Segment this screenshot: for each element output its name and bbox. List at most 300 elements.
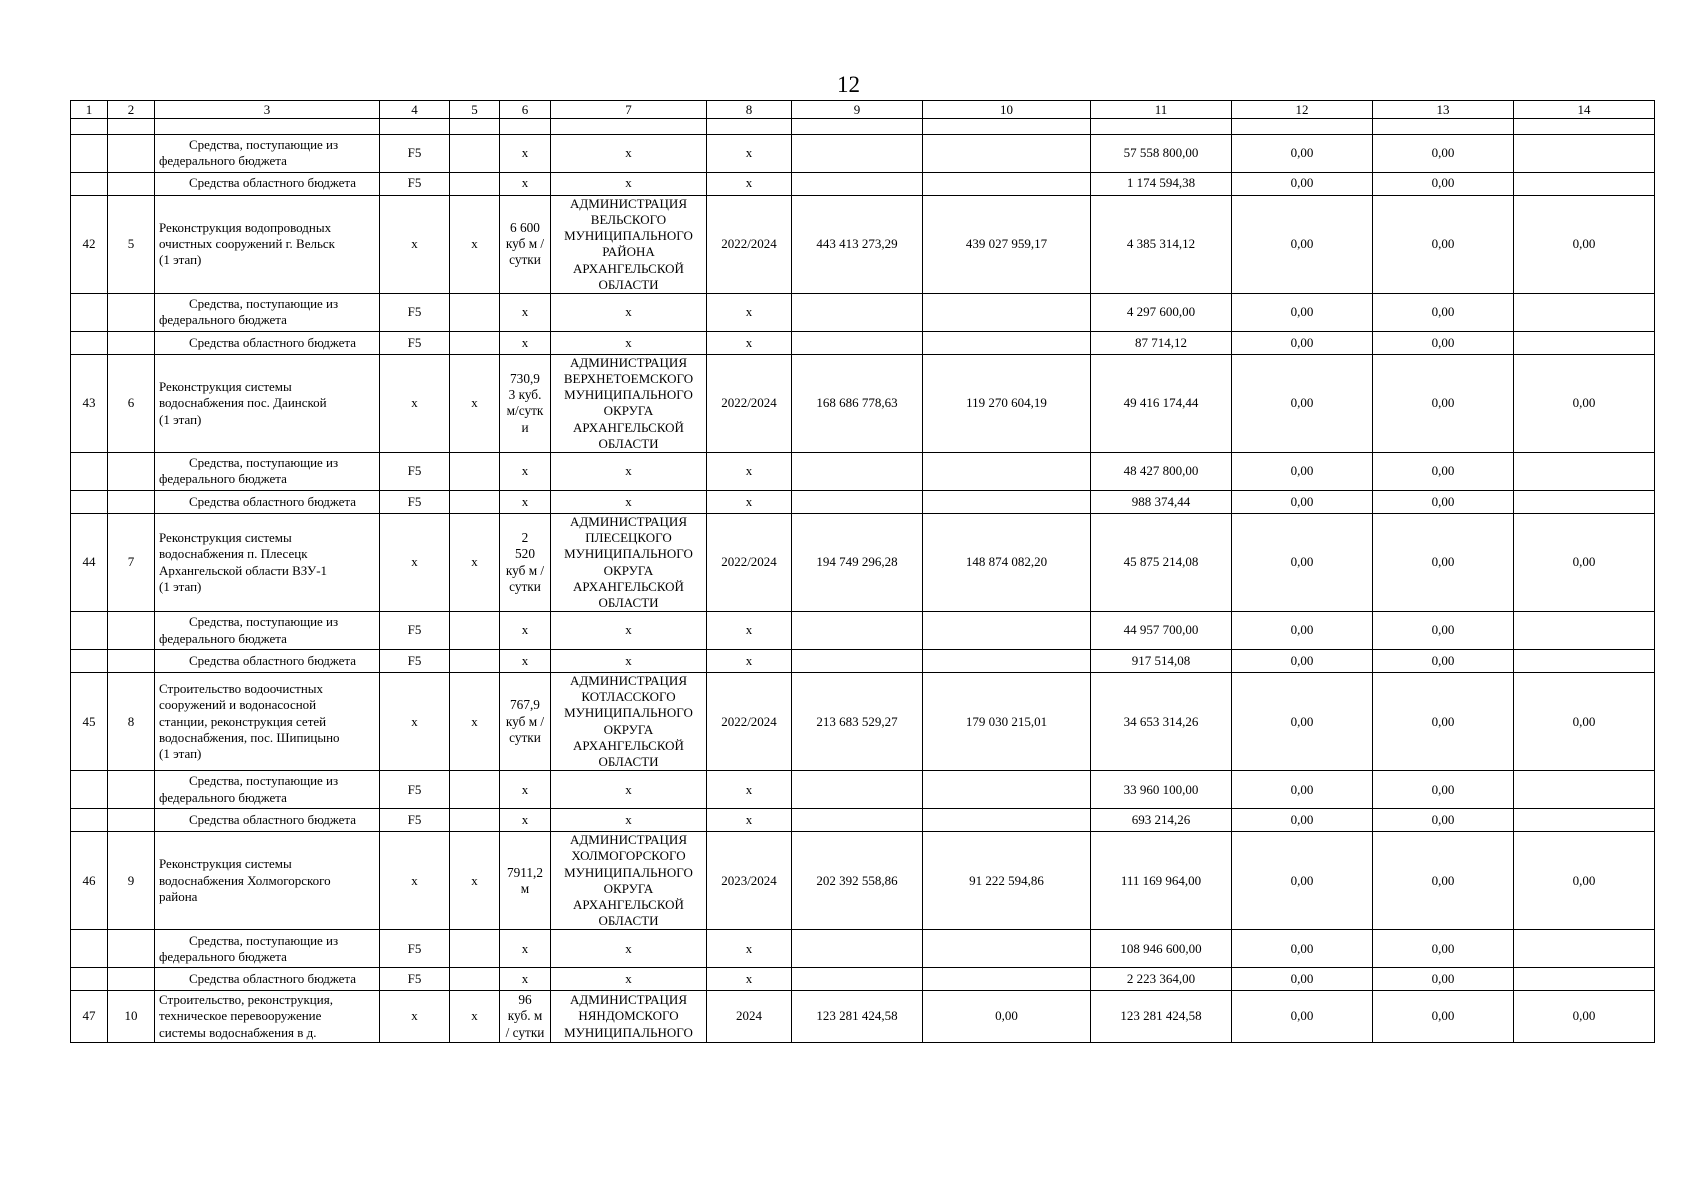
cell-col7: x xyxy=(551,172,707,195)
amount-col14: 0,00 xyxy=(1514,672,1655,771)
administrator-line: ОБЛАСТИ xyxy=(598,435,659,451)
total-cost: 202 392 558,86 xyxy=(792,831,923,930)
capacity-line: сутки xyxy=(509,578,541,594)
capacity-line: куб. м xyxy=(507,1008,543,1024)
table-row xyxy=(71,354,1655,453)
project-name-line: (1 этап) xyxy=(159,578,202,594)
empty-cell xyxy=(108,808,155,831)
amount-col11: 4 385 314,12 xyxy=(1091,195,1232,294)
administrator-line: АДМИНИСТРАЦИЯ xyxy=(570,513,687,529)
column-number: 6 xyxy=(500,101,551,119)
row-number: 44 xyxy=(71,513,108,612)
amount-col12: 0,00 xyxy=(1232,135,1373,173)
total-cost: 123 281 424,58 xyxy=(792,991,923,1043)
empty-cell xyxy=(792,119,923,135)
empty-cell xyxy=(450,968,500,991)
empty-cell xyxy=(450,808,500,831)
empty-cell xyxy=(450,771,500,809)
empty-cell xyxy=(1373,119,1514,135)
period: 2022/2024 xyxy=(707,513,792,612)
spent-amount: 439 027 959,17 xyxy=(923,195,1091,294)
empty-cell xyxy=(108,119,155,135)
cell-col4: x xyxy=(380,831,450,930)
empty-cell xyxy=(71,331,108,354)
cell-col6: x xyxy=(500,172,551,195)
table-row xyxy=(71,513,1655,612)
administrator-line: КОТЛАССКОГО xyxy=(581,689,676,705)
amount-col13: 0,00 xyxy=(1373,490,1514,513)
empty-cell xyxy=(108,771,155,809)
capacity-line: 730,9 xyxy=(510,371,540,387)
amount-col11: 44 957 700,00 xyxy=(1091,612,1232,650)
administrator xyxy=(551,672,707,771)
administrator xyxy=(551,513,707,612)
funding-source xyxy=(155,135,380,173)
amount-col12: 0,00 xyxy=(1232,294,1373,332)
empty-cell xyxy=(923,453,1091,491)
amount-col13: 0,00 xyxy=(1373,831,1514,930)
table-body xyxy=(71,101,1655,1043)
empty-cell xyxy=(923,119,1091,135)
budget-code: F5 xyxy=(380,771,450,809)
amount-col11: 48 427 800,00 xyxy=(1091,453,1232,491)
amount-col13: 0,00 xyxy=(1373,771,1514,809)
administrator xyxy=(551,831,707,930)
empty-cell xyxy=(1514,649,1655,672)
regional-funds-row xyxy=(71,649,1655,672)
empty-cell xyxy=(450,331,500,354)
amount-col11: 57 558 800,00 xyxy=(1091,135,1232,173)
project-name-line: сооружений и водонасосной xyxy=(159,697,317,713)
cell-col6: x xyxy=(500,771,551,809)
administrator-line: МУНИЦИПАЛЬНОГО xyxy=(564,228,693,244)
cell-col6: x xyxy=(500,331,551,354)
empty-cell xyxy=(792,649,923,672)
empty-cell xyxy=(450,649,500,672)
project-name xyxy=(155,513,380,612)
cell-col7: x xyxy=(551,453,707,491)
funding-source-line: федерального бюджета xyxy=(159,471,287,487)
funding-source xyxy=(155,294,380,332)
empty-cell xyxy=(551,119,707,135)
spent-amount: 148 874 082,20 xyxy=(923,513,1091,612)
amount-col11: 2 223 364,00 xyxy=(1091,968,1232,991)
administrator-line: ОБЛАСТИ xyxy=(598,276,659,292)
capacity-line: и xyxy=(521,419,529,435)
investment-table xyxy=(70,100,1655,1043)
empty-cell xyxy=(108,649,155,672)
sub-number: 5 xyxy=(108,195,155,294)
empty-cell xyxy=(108,331,155,354)
project-name-line: станции, реконструкция сетей xyxy=(159,713,327,729)
amount-col11: 1 174 594,38 xyxy=(1091,172,1232,195)
period: 2022/2024 xyxy=(707,672,792,771)
cell-col6: x xyxy=(500,135,551,173)
empty-cell xyxy=(923,649,1091,672)
empty-cell xyxy=(71,771,108,809)
amount-col13: 0,00 xyxy=(1373,513,1514,612)
empty-cell xyxy=(450,294,500,332)
empty-cell xyxy=(1514,771,1655,809)
amount-col11: 988 374,44 xyxy=(1091,490,1232,513)
amount-col11: 87 714,12 xyxy=(1091,331,1232,354)
capacity-line: 520 xyxy=(515,546,535,562)
administrator-line: ОБЛАСТИ xyxy=(598,754,659,770)
column-number: 1 xyxy=(71,101,108,119)
row-number: 45 xyxy=(71,672,108,771)
empty-cell xyxy=(1514,808,1655,831)
row-number: 42 xyxy=(71,195,108,294)
cell-col4: x xyxy=(380,513,450,612)
project-name-line: водоснабжения пос. Даинской xyxy=(159,395,327,411)
cell-col7: x xyxy=(551,968,707,991)
column-number: 7 xyxy=(551,101,707,119)
regional-funds-row xyxy=(71,808,1655,831)
amount-col13: 0,00 xyxy=(1373,172,1514,195)
empty-cell xyxy=(108,135,155,173)
amount-col12: 0,00 xyxy=(1232,513,1373,612)
empty-cell xyxy=(923,331,1091,354)
column-number: 9 xyxy=(792,101,923,119)
empty-cell xyxy=(792,930,923,968)
funding-source-line: федерального бюджета xyxy=(159,153,287,169)
cell-col8: x xyxy=(707,649,792,672)
amount-col11: 108 946 600,00 xyxy=(1091,930,1232,968)
spent-amount: 179 030 215,01 xyxy=(923,672,1091,771)
amount-col13: 0,00 xyxy=(1373,453,1514,491)
cell-col6: x xyxy=(500,649,551,672)
amount-col11: 49 416 174,44 xyxy=(1091,354,1232,453)
empty-cell xyxy=(71,808,108,831)
project-name-line: техническое перевооружение xyxy=(159,1008,322,1024)
administrator-line: АДМИНИСТРАЦИЯ xyxy=(570,832,687,848)
amount-col12: 0,00 xyxy=(1232,354,1373,453)
project-name-line: района xyxy=(159,888,198,904)
empty-cell xyxy=(792,490,923,513)
budget-code: F5 xyxy=(380,453,450,491)
amount-col14: 0,00 xyxy=(1514,195,1655,294)
table-row xyxy=(71,831,1655,930)
capacity-line: 7911,2 xyxy=(506,864,544,880)
column-number: 12 xyxy=(1232,101,1373,119)
budget-code: F5 xyxy=(380,331,450,354)
funding-source-line: Средства, поступающие из xyxy=(189,455,339,471)
administrator-line: ВЕЛЬСКОГО xyxy=(590,211,667,227)
amount-col13: 0,00 xyxy=(1373,991,1514,1043)
empty-cell xyxy=(923,808,1091,831)
empty-cell xyxy=(923,135,1091,173)
project-name-line: Реконструкция системы xyxy=(159,856,292,872)
empty-cell xyxy=(450,135,500,173)
cell-col7: x xyxy=(551,294,707,332)
amount-col12: 0,00 xyxy=(1232,453,1373,491)
empty-cell xyxy=(71,649,108,672)
cell-col7: x xyxy=(551,771,707,809)
empty-cell xyxy=(71,612,108,650)
cell-col7: x xyxy=(551,135,707,173)
empty-cell xyxy=(108,490,155,513)
funding-source xyxy=(155,172,380,195)
row-number: 47 xyxy=(71,991,108,1043)
cell-col4: x xyxy=(380,991,450,1043)
row-number: 46 xyxy=(71,831,108,930)
cell-col7: x xyxy=(551,331,707,354)
empty-cell xyxy=(923,294,1091,332)
total-cost: 213 683 529,27 xyxy=(792,672,923,771)
cell-col8: x xyxy=(707,771,792,809)
budget-code: F5 xyxy=(380,968,450,991)
project-name-line: водоснабжения, пос. Шипицыно xyxy=(159,729,340,745)
cell-col4: x xyxy=(380,354,450,453)
budget-code: F5 xyxy=(380,930,450,968)
sub-number: 6 xyxy=(108,354,155,453)
total-cost: 194 749 296,28 xyxy=(792,513,923,612)
funding-source-line: Средства областного бюджета xyxy=(189,652,357,668)
amount-col12: 0,00 xyxy=(1232,831,1373,930)
capacity-line: 96 xyxy=(518,992,532,1008)
administrator-line: АРХАНГЕЛЬСКОЙ xyxy=(573,260,684,276)
cell-col6: x xyxy=(500,490,551,513)
administrator-line: АДМИНИСТРАЦИЯ xyxy=(570,354,687,370)
amount-col13: 0,00 xyxy=(1373,612,1514,650)
cell-col5: x xyxy=(450,672,500,771)
empty-cell xyxy=(792,331,923,354)
project-name-line: Строительство, реконструкция, xyxy=(159,992,333,1008)
project-name-line: (1 этап) xyxy=(159,252,202,268)
page-number: 12 xyxy=(837,72,860,97)
amount-col13: 0,00 xyxy=(1373,649,1514,672)
table-row xyxy=(71,991,1655,1043)
administrator-line: АРХАНГЕЛЬСКОЙ xyxy=(573,419,684,435)
budget-code: F5 xyxy=(380,612,450,650)
project-name-line: водоснабжения п. Плесецк xyxy=(159,546,308,562)
federal-funds-row xyxy=(71,771,1655,809)
capacity-line: 3 куб. xyxy=(508,387,542,403)
column-number: 8 xyxy=(707,101,792,119)
empty-cell xyxy=(923,612,1091,650)
capacity-line: сутки xyxy=(509,252,541,268)
funding-source-line: Средства, поступающие из xyxy=(189,773,339,789)
cell-col5: x xyxy=(450,991,500,1043)
project-name xyxy=(155,672,380,771)
project-name-line: водоснабжения Холмогорского xyxy=(159,872,331,888)
amount-col12: 0,00 xyxy=(1232,771,1373,809)
amount-col13: 0,00 xyxy=(1373,808,1514,831)
sub-number: 7 xyxy=(108,513,155,612)
empty-cell xyxy=(71,119,108,135)
total-cost: 443 413 273,29 xyxy=(792,195,923,294)
capacity xyxy=(500,513,551,612)
table-row xyxy=(71,195,1655,294)
funding-source xyxy=(155,808,380,831)
amount-col11: 4 297 600,00 xyxy=(1091,294,1232,332)
amount-col13: 0,00 xyxy=(1373,331,1514,354)
empty-cell xyxy=(923,968,1091,991)
administrator-line: ОБЛАСТИ xyxy=(598,913,659,929)
sub-number: 9 xyxy=(108,831,155,930)
cell-col8: x xyxy=(707,331,792,354)
funding-source xyxy=(155,490,380,513)
administrator-line: ОКРУГА xyxy=(603,880,654,896)
empty-cell xyxy=(792,808,923,831)
administrator-line: ХОЛМОГОРСКОГО xyxy=(571,848,686,864)
federal-funds-row xyxy=(71,294,1655,332)
amount-col13: 0,00 xyxy=(1373,354,1514,453)
empty-cell xyxy=(1514,612,1655,650)
cell-col5: x xyxy=(450,831,500,930)
total-cost: 168 686 778,63 xyxy=(792,354,923,453)
cell-col7: x xyxy=(551,930,707,968)
empty-cell xyxy=(450,490,500,513)
capacity-line: 2 xyxy=(521,530,529,546)
cell-col4: x xyxy=(380,195,450,294)
cell-col6: x xyxy=(500,968,551,991)
empty-cell xyxy=(792,294,923,332)
empty-cell xyxy=(1514,172,1655,195)
project-name-line: очистных сооружений г. Вельск xyxy=(159,236,335,252)
funding-source-line: Средства областного бюджета xyxy=(189,493,357,509)
project-name-line: Реконструкция системы xyxy=(159,379,292,395)
project-name-line: (1 этап) xyxy=(159,411,202,427)
amount-col12: 0,00 xyxy=(1232,612,1373,650)
project-name xyxy=(155,195,380,294)
column-number: 5 xyxy=(450,101,500,119)
funding-source-line: Средства, поступающие из xyxy=(189,296,339,312)
cell-col8: x xyxy=(707,808,792,831)
empty-cell xyxy=(1514,135,1655,173)
administrator xyxy=(551,354,707,453)
amount-col13: 0,00 xyxy=(1373,135,1514,173)
amount-col12: 0,00 xyxy=(1232,490,1373,513)
empty-cell xyxy=(108,453,155,491)
budget-code: F5 xyxy=(380,294,450,332)
empty-cell xyxy=(1514,453,1655,491)
amount-col11: 111 169 964,00 xyxy=(1091,831,1232,930)
cell-col7: x xyxy=(551,649,707,672)
empty-cell xyxy=(923,172,1091,195)
cell-col7: x xyxy=(551,808,707,831)
funding-source-line: федерального бюджета xyxy=(159,948,287,964)
amount-col11: 45 875 214,08 xyxy=(1091,513,1232,612)
capacity xyxy=(500,195,551,294)
project-name-line: Реконструкция системы xyxy=(159,530,292,546)
empty-cell xyxy=(1514,490,1655,513)
administrator-line: ОКРУГА xyxy=(603,403,654,419)
cell-col8: x xyxy=(707,135,792,173)
empty-cell xyxy=(450,612,500,650)
empty-cell xyxy=(1514,331,1655,354)
cell-col5: x xyxy=(450,354,500,453)
empty-cell xyxy=(71,968,108,991)
amount-col13: 0,00 xyxy=(1373,672,1514,771)
column-number: 3 xyxy=(155,101,380,119)
budget-code: F5 xyxy=(380,490,450,513)
empty-cell xyxy=(500,119,551,135)
administrator-line: НЯНДОМСКОГО xyxy=(578,1008,679,1024)
empty-cell xyxy=(108,612,155,650)
empty-cell xyxy=(923,771,1091,809)
federal-funds-row xyxy=(71,930,1655,968)
header-row xyxy=(71,101,1655,119)
empty-cell xyxy=(108,968,155,991)
empty-cell xyxy=(108,930,155,968)
capacity-line: сутки xyxy=(509,729,541,745)
administrator-line: ОБЛАСТИ xyxy=(598,594,659,610)
funding-source xyxy=(155,612,380,650)
capacity xyxy=(500,354,551,453)
empty-cell xyxy=(792,453,923,491)
cell-col7: x xyxy=(551,490,707,513)
amount-col14: 0,00 xyxy=(1514,513,1655,612)
capacity-line: / сутки xyxy=(505,1024,545,1040)
administrator-line: АРХАНГЕЛЬСКОЙ xyxy=(573,896,684,912)
sub-number: 10 xyxy=(108,991,155,1043)
funding-source-line: Средства, поступающие из xyxy=(189,137,339,153)
period: 2022/2024 xyxy=(707,195,792,294)
capacity-line: 767,9 xyxy=(510,697,540,713)
amount-col14: 0,00 xyxy=(1514,991,1655,1043)
administrator xyxy=(551,991,707,1043)
empty-cell xyxy=(792,612,923,650)
amount-col12: 0,00 xyxy=(1232,331,1373,354)
amount-col12: 0,00 xyxy=(1232,808,1373,831)
budget-code: F5 xyxy=(380,172,450,195)
amount-col11: 34 653 314,26 xyxy=(1091,672,1232,771)
project-name xyxy=(155,991,380,1043)
amount-col13: 0,00 xyxy=(1373,294,1514,332)
administrator-line: АДМИНИСТРАЦИЯ xyxy=(570,195,687,211)
funding-source xyxy=(155,649,380,672)
administrator-line: ОКРУГА xyxy=(603,721,654,737)
capacity-line: м xyxy=(520,880,530,896)
empty-cell xyxy=(108,294,155,332)
amount-col11: 123 281 424,58 xyxy=(1091,991,1232,1043)
capacity xyxy=(500,991,551,1043)
funding-source-line: Средства областного бюджета xyxy=(189,970,357,986)
column-number: 4 xyxy=(380,101,450,119)
empty-cell xyxy=(71,453,108,491)
amount-col12: 0,00 xyxy=(1232,649,1373,672)
regional-funds-row xyxy=(71,172,1655,195)
empty-cell xyxy=(450,119,500,135)
funding-source xyxy=(155,331,380,354)
amount-col12: 0,00 xyxy=(1232,930,1373,968)
cell-col8: x xyxy=(707,930,792,968)
table-row xyxy=(71,672,1655,771)
regional-funds-row xyxy=(71,331,1655,354)
spent-amount: 0,00 xyxy=(923,991,1091,1043)
column-number: 11 xyxy=(1091,101,1232,119)
cell-col8: x xyxy=(707,612,792,650)
budget-code: F5 xyxy=(380,808,450,831)
empty-cell xyxy=(1514,930,1655,968)
capacity-line: куб м / xyxy=(505,236,545,252)
capacity xyxy=(500,672,551,771)
project-name-line: Строительство водоочистных xyxy=(159,681,324,697)
project-name-line: Архангельской области ВЗУ-1 xyxy=(159,562,328,578)
cell-col8: x xyxy=(707,172,792,195)
amount-col12: 0,00 xyxy=(1232,195,1373,294)
cell-col6: x xyxy=(500,294,551,332)
administrator-line: ОКРУГА xyxy=(603,562,654,578)
regional-funds-row xyxy=(71,490,1655,513)
column-number: 14 xyxy=(1514,101,1655,119)
empty-cell xyxy=(1514,119,1655,135)
funding-source-line: федерального бюджета xyxy=(159,312,287,328)
capacity-line: куб м / xyxy=(505,713,545,729)
project-name-line: системы водоснабжения в д. xyxy=(159,1024,317,1040)
amount-col11: 917 514,08 xyxy=(1091,649,1232,672)
